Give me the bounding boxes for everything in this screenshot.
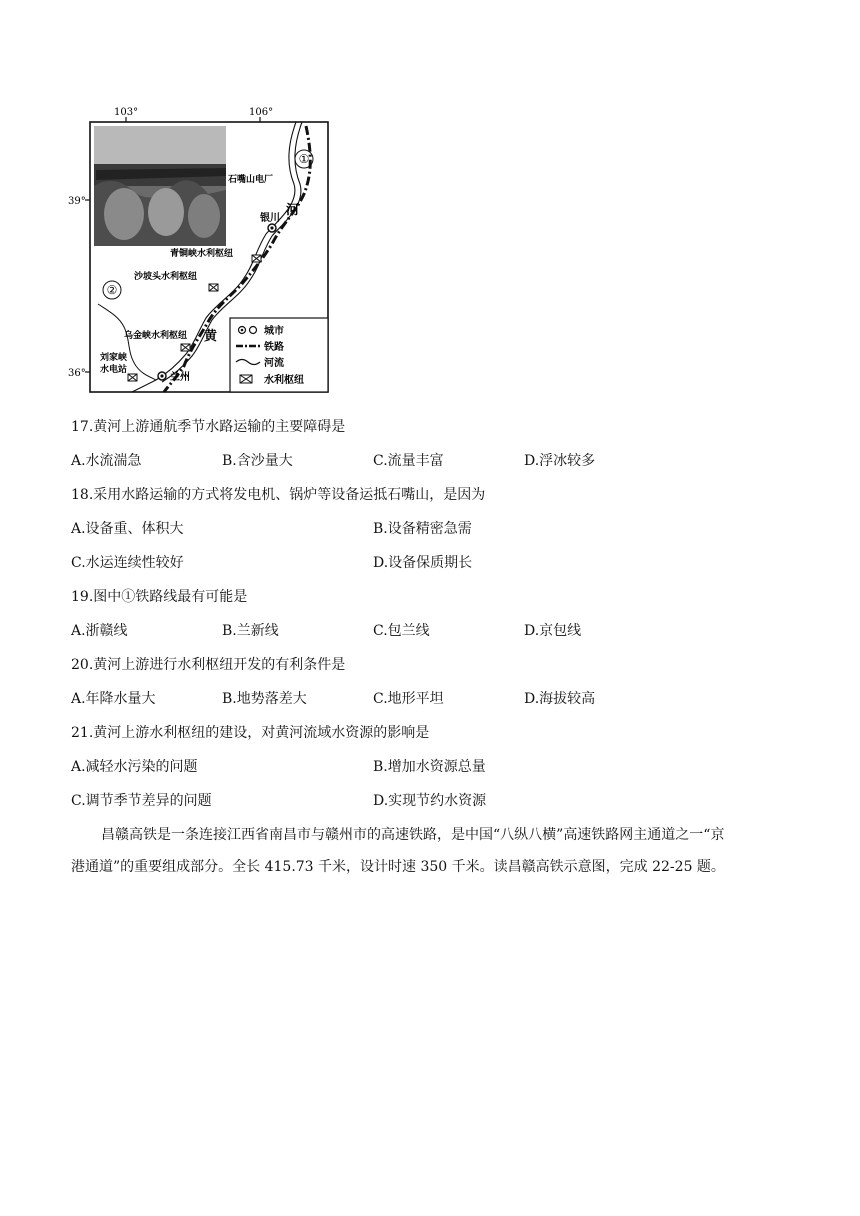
- label-huang: 黄: [204, 329, 218, 344]
- yellow-river-map: [66, 104, 338, 398]
- passage-line-1: 昌赣高铁是一条连接江西省南昌市与赣州市的高速铁路，是中国“八纵八横”高速铁路网主通道之一“京: [101, 827, 725, 843]
- lon-label-103: 103°: [114, 107, 139, 118]
- q18-option-a: A.设备重、体积大: [71, 521, 184, 537]
- lon-label-106: 106°: [249, 107, 274, 118]
- railway-marker-1: ①: [298, 152, 310, 166]
- question-20-stem: 20.黄河上游进行水利枢纽开发的有利条件是: [71, 657, 346, 673]
- label-shapotou: 沙坡头水利枢纽: [134, 272, 198, 282]
- map-legend: [230, 318, 328, 392]
- q20-option-d: D.海拔较高: [524, 691, 596, 707]
- q17-option-a: A.水流湍急: [71, 453, 142, 469]
- legend-dam: 水利枢纽: [264, 375, 304, 386]
- q19-option-a: A.浙赣线: [71, 623, 128, 639]
- region-marker-2: ②: [106, 283, 118, 297]
- lat-label-39: 39°: [68, 196, 86, 207]
- q18-option-d: D.设备保质期长: [373, 555, 473, 571]
- question-17-stem: 17.黄河上游通航季节水路运输的主要障碍是: [71, 419, 346, 435]
- q20-option-b: B.地势落差大: [222, 691, 307, 707]
- passage: [71, 826, 795, 886]
- q21-option-a: A.减轻水污染的问题: [71, 759, 198, 775]
- legend-city: 城市: [264, 326, 284, 337]
- label-he: 河: [286, 203, 300, 218]
- label-liujiaxia-station: 水电站: [100, 365, 128, 375]
- q18-option-c: C.水运连续性较好: [71, 555, 184, 571]
- passage-line-2: 港通道”的重要组成部分。全长 415.73 千米，设计时速 350 千米。读昌赣高铁示意图，完成 22-25 题。: [71, 859, 725, 875]
- label-lanzhou: 兰州: [170, 372, 190, 383]
- dam-photo: [94, 126, 226, 246]
- label-yinchuan: 银川: [260, 213, 280, 224]
- q21-option-d: D.实现节约水资源: [373, 793, 487, 809]
- q17-option-c: C.流量丰富: [373, 453, 444, 469]
- question-18-stem: 18.采用水路运输的方式将发电机、锅炉等设备运抵石嘴山，是因为: [71, 487, 486, 503]
- q18-option-b: B.设备精密急需: [373, 521, 472, 537]
- legend-railway: 铁路: [264, 342, 284, 353]
- label-liujiaxia: 刘家峡: [100, 353, 128, 363]
- q20-option-a: A.年降水量大: [71, 691, 156, 707]
- q17-option-b: B.含沙量大: [222, 453, 293, 469]
- question-21-stem: 21.黄河上游水利枢纽的建设，对黄河流域水资源的影响是: [71, 725, 430, 741]
- question-19-stem: 19.图中①铁路线最有可能是: [71, 589, 248, 605]
- label-wujinxia: 乌金峡水利枢纽: [124, 331, 188, 341]
- q19-option-b: B.兰新线: [222, 623, 279, 639]
- q21-option-c: C.调节季节差异的问题: [71, 793, 212, 809]
- q21-option-b: B.增加水资源总量: [373, 759, 486, 775]
- label-qingtongxia: 青铜峡水利枢纽: [170, 249, 234, 259]
- q20-option-c: C.地形平坦: [373, 691, 444, 707]
- label-shizuishan: 石嘴山电厂: [228, 175, 274, 185]
- q19-option-d: D.京包线: [524, 623, 582, 639]
- legend-river: 河流: [264, 358, 284, 369]
- lat-label-36: 36°: [68, 368, 86, 379]
- q17-option-d: D.浮冰较多: [524, 453, 596, 469]
- q19-option-c: C.包兰线: [373, 623, 430, 639]
